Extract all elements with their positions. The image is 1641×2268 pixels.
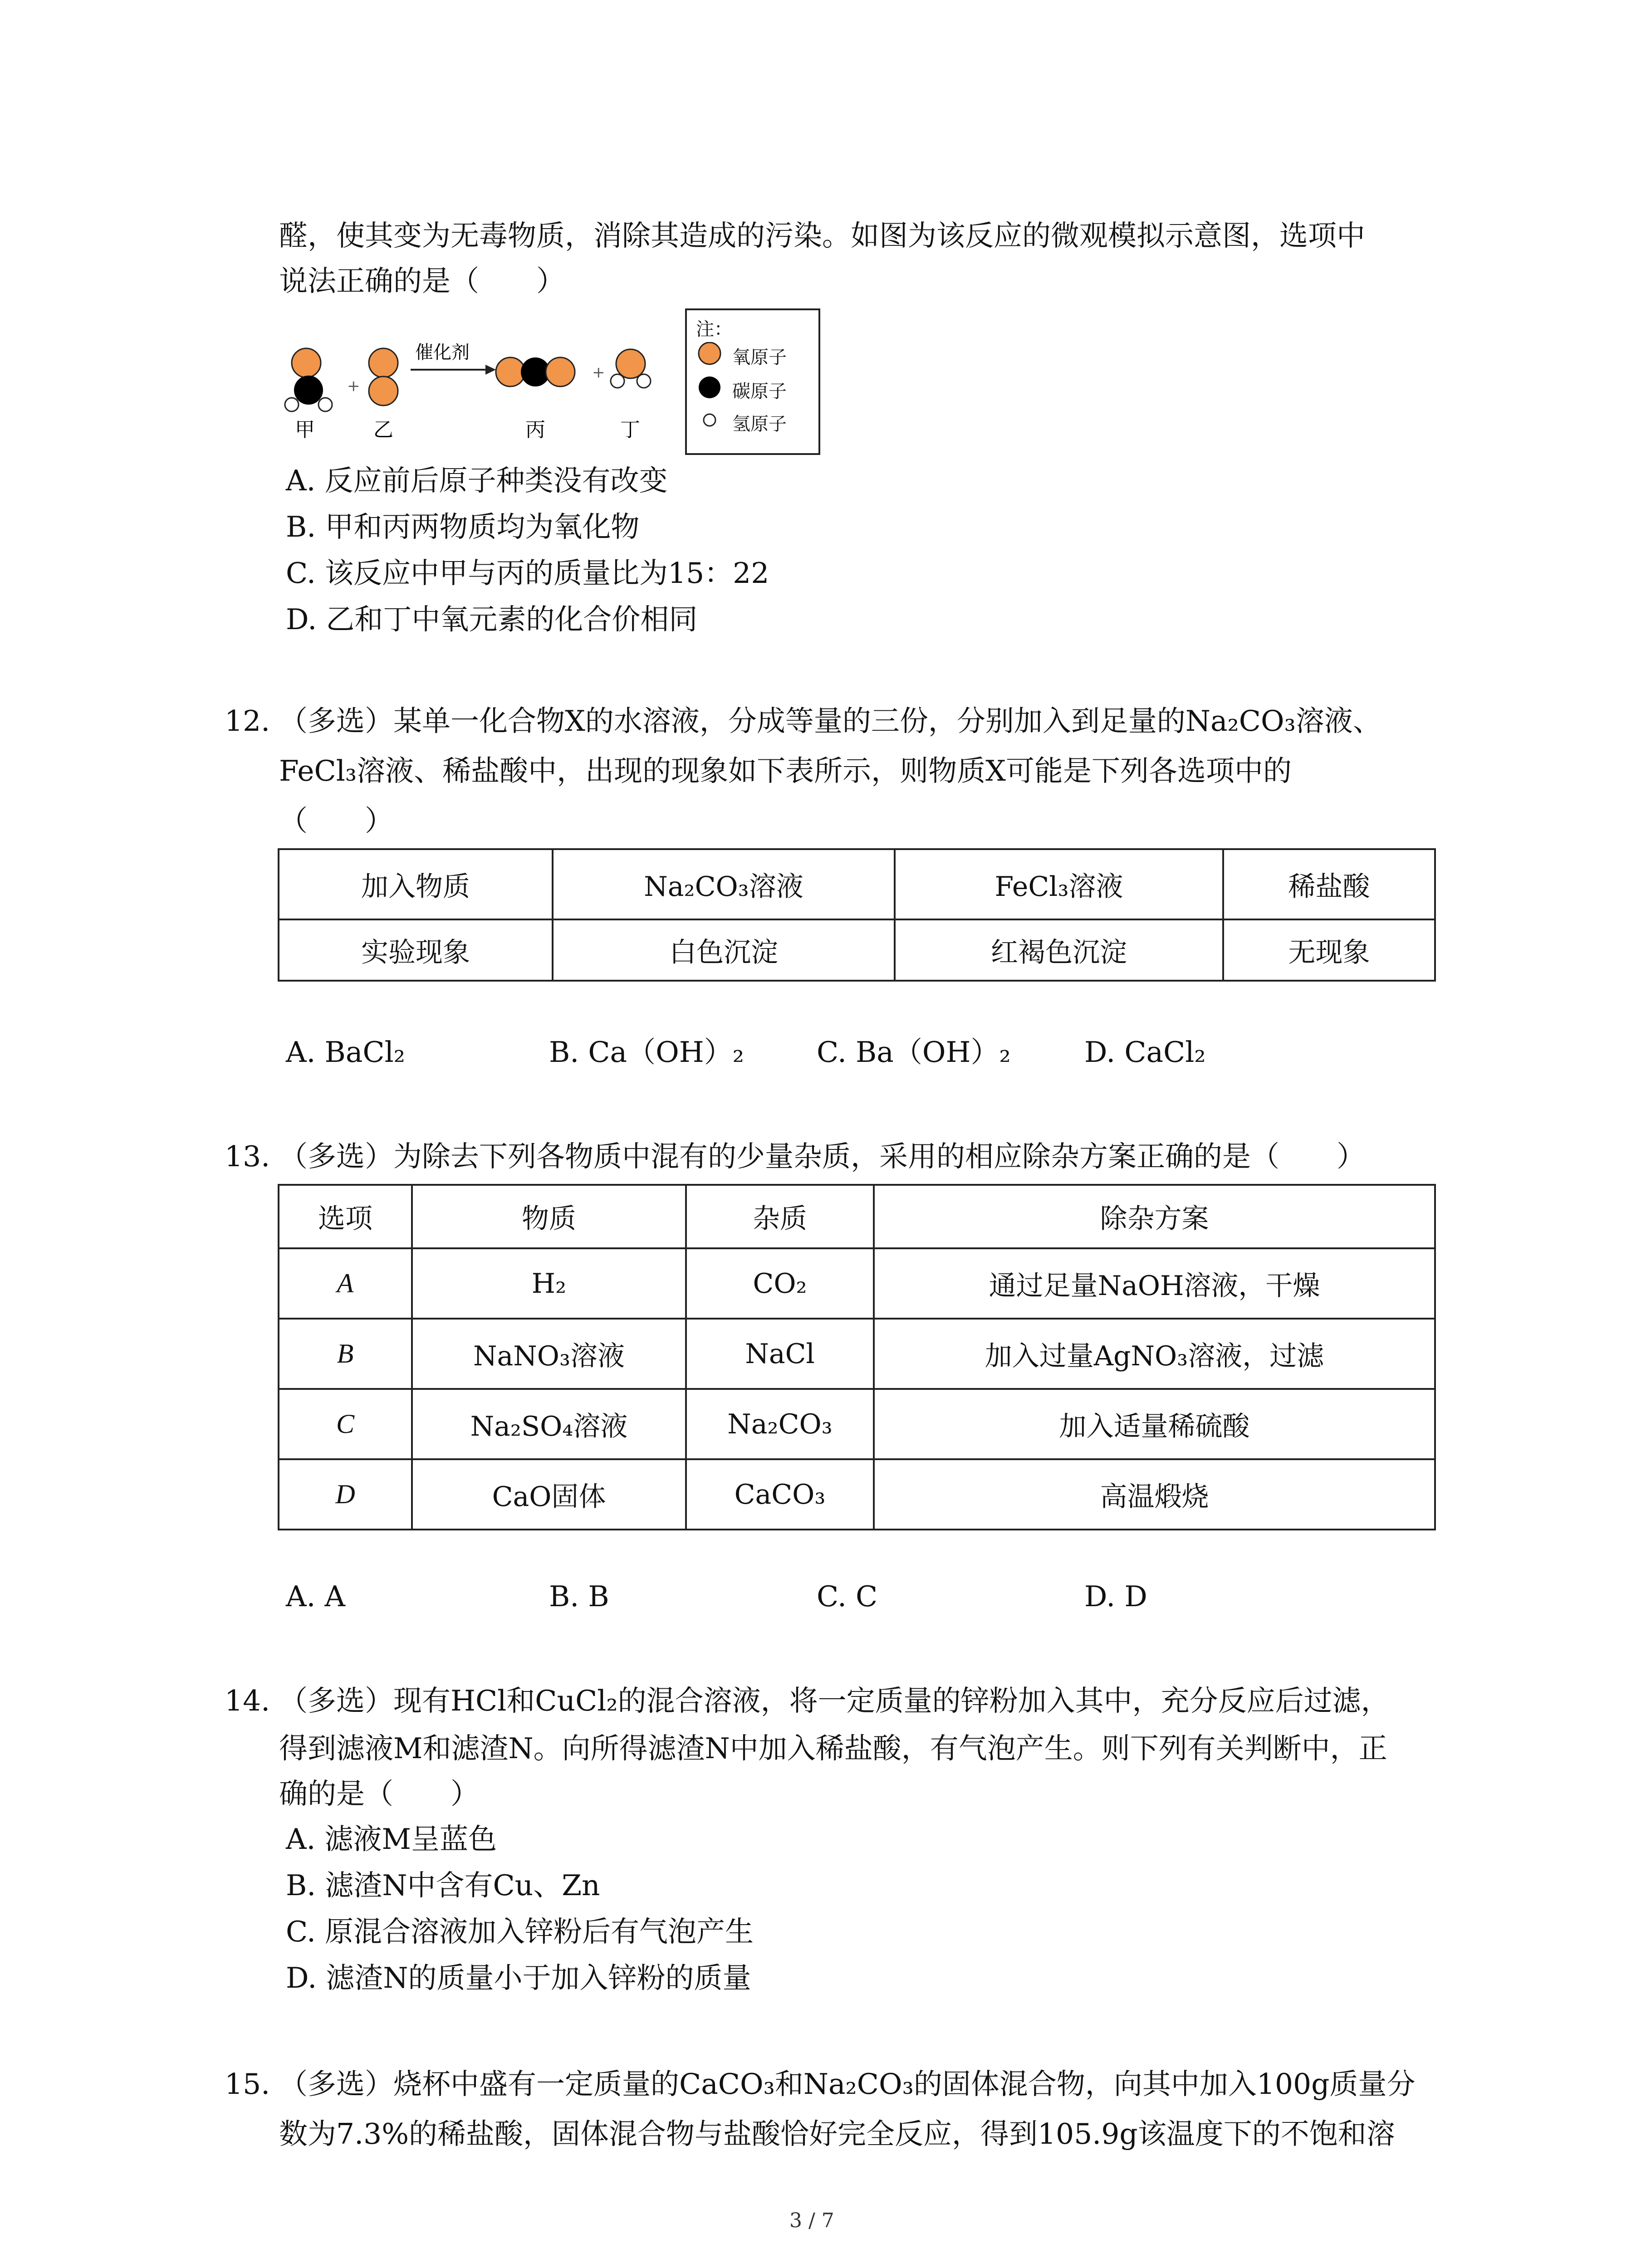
q12-option-d: D. CaCl₂	[1084, 1036, 1206, 1069]
reaction-arrow	[411, 365, 496, 375]
q12-option-c: C. Ba（OH）₂	[817, 1036, 1011, 1069]
diagram-legend	[685, 308, 820, 455]
q13-row-b-impurity: NaCl	[686, 1319, 874, 1389]
q15-number: 15.	[225, 2068, 270, 2101]
q12-option-b: B. Ca（OH）₂	[549, 1036, 744, 1069]
q12-cell-1: 白色沉淀	[553, 919, 895, 981]
q14-option-b: B. 滤渣N中含有Cu、Zn	[286, 1869, 600, 1902]
q15-line-1: （多选）烧杯中盛有一定质量的CaCO₃和Na₂CO₃的固体混合物，向其中加入100g质量分	[279, 2068, 1416, 2101]
plus-2: +	[592, 363, 605, 381]
q12-line-2: FeCl₃溶液、稀盐酸中，出现的现象如下表所示，则物质X可能是下列各选项中的	[279, 754, 1292, 787]
q14-line-3: 确的是（ ）	[279, 1777, 479, 1810]
q11-option-d: D. 乙和丁中氧元素的化合价相同	[286, 603, 698, 636]
q13-row-a-substance: H₂	[412, 1248, 686, 1319]
q12-cell-0: 实验现象	[279, 919, 553, 981]
page-number: 3 / 7	[789, 2209, 834, 2232]
q13-row-c-substance: Na₂SO₄溶液	[412, 1389, 686, 1459]
q12-header-0: 加入物质	[279, 849, 553, 919]
q12-header-3: 稀盐酸	[1223, 849, 1435, 919]
q11-option-a: A. 反应前后原子种类没有改变	[286, 464, 668, 497]
q12-table	[278, 848, 1436, 982]
q14-option-d: D. 滤渣N的质量小于加入锌粉的质量	[286, 1961, 751, 1994]
q11-option-c: C. 该反应中甲与丙的质量比为15：22	[286, 557, 769, 590]
q12-number: 12.	[225, 704, 270, 738]
q12-header-1: Na₂CO₃溶液	[553, 849, 895, 919]
q13-row-b-method: 加入过量AgNO₃溶液，过滤	[874, 1319, 1435, 1389]
molecule-jia	[285, 348, 332, 411]
q12-cell-3: 无现象	[1223, 919, 1435, 981]
q13-header-1: 物质	[412, 1185, 686, 1248]
q13-header-3: 除杂方案	[874, 1185, 1435, 1248]
q13-row-c-method: 加入适量稀硫酸	[874, 1389, 1435, 1459]
oxygen-swatch	[699, 342, 720, 364]
q13-option-b: B. B	[549, 1580, 609, 1613]
label-yi: 乙	[373, 418, 393, 441]
q13-row-b-label: B	[279, 1319, 412, 1389]
molecule-bing	[496, 357, 575, 386]
catalyst-label: 催化剂	[415, 342, 470, 363]
q13-row-b-substance: NaNO₃溶液	[412, 1319, 686, 1389]
q12-line-1: （多选）某单一化合物X的水溶液，分成等量的三份，分别加入到足量的Na₂CO₃溶液、	[279, 704, 1381, 738]
q13-row-d-method: 高温煅烧	[874, 1459, 1435, 1530]
q12-header-2: FeCl₃溶液	[895, 849, 1223, 919]
q15-line-2: 数为7.3%的稀盐酸，固体混合物与盐酸恰好完全反应，得到105.9g该温度下的不饱和溶	[279, 2117, 1395, 2151]
q13-number: 13.	[225, 1140, 270, 1173]
q14-line-2: 得到滤液M和滤渣N。向所得滤渣N中加入稀盐酸，有气泡产生。则下列有关判断中，正	[279, 1732, 1387, 1765]
q14-option-c: C. 原混合溶液加入锌粉后有气泡产生	[286, 1915, 754, 1948]
q13-row-c-label: C	[279, 1389, 412, 1459]
q14-line-1: （多选）现有HCl和CuCl₂的混合溶液，将一定质量的锌粉加入其中，充分反应后过滤，	[279, 1684, 1390, 1717]
q12-option-a: A. BaCl₂	[286, 1036, 406, 1069]
q13-header-0: 选项	[279, 1185, 412, 1248]
plus-1: +	[347, 377, 360, 395]
legend-hydrogen: 氢原子	[732, 414, 787, 435]
label-bing: 丙	[525, 418, 545, 441]
molecule-yi	[369, 348, 398, 406]
q14-option-a: A. 滤液M呈蓝色	[286, 1823, 497, 1856]
hydrogen-swatch	[704, 414, 715, 426]
intro-line-2: 说法正确的是（ ）	[279, 264, 565, 298]
q13-option-c: C. C	[817, 1580, 878, 1613]
label-ding: 丁	[620, 418, 640, 441]
carbon-swatch	[699, 376, 720, 398]
label-jia: 甲	[295, 418, 315, 441]
legend-carbon: 碳原子	[732, 381, 787, 402]
legend-oxygen: 氧原子	[732, 347, 787, 368]
q13-row-a-method: 通过足量NaOH溶液，干燥	[874, 1248, 1435, 1319]
q13-row-d-impurity: CaCO₃	[686, 1459, 874, 1530]
q12-line-3: （ ）	[279, 804, 393, 837]
q13-option-a: A. A	[286, 1580, 346, 1613]
q11-option-b: B. 甲和丙两物质均为氧化物	[286, 510, 640, 543]
q13-row-d-label: D	[279, 1459, 412, 1530]
q12-cell-2: 红褐色沉淀	[895, 919, 1223, 981]
q13-row-a-label: A	[279, 1248, 412, 1319]
q13-header-2: 杂质	[686, 1185, 874, 1248]
q13-row-a-impurity: CO₂	[686, 1248, 874, 1319]
intro-line-1: 醛，使其变为无毒物质，消除其造成的污染。如图为该反应的微观模拟示意图，选项中	[279, 219, 1365, 252]
q13-line-1: （多选）为除去下列各物质中混有的少量杂质，采用的相应除杂方案正确的是（ ）	[279, 1140, 1365, 1173]
q14-number: 14.	[225, 1684, 270, 1717]
molecule-ding	[611, 349, 651, 388]
q13-row-c-impurity: Na₂CO₃	[686, 1389, 874, 1459]
legend-swatches	[696, 342, 728, 446]
legend-title: 注：	[696, 319, 732, 340]
q13-row-d-substance: CaO固体	[412, 1459, 686, 1530]
q13-table	[278, 1184, 1436, 1530]
q13-option-d: D. D	[1084, 1580, 1147, 1613]
